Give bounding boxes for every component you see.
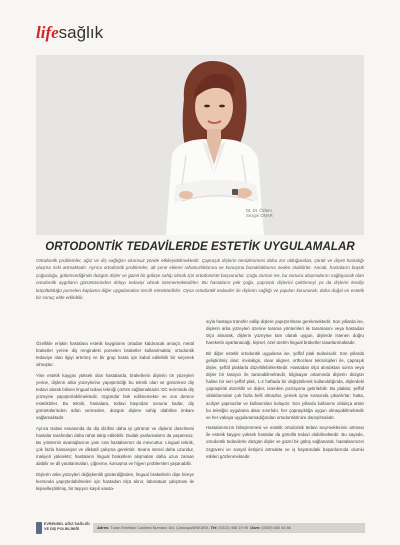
left-column [36,340,194,495]
paragraph: Ayrıca tedavi esnasında da diş dizilimi daha iyi görünür ve dişlerin düzelmesi hastalar tarafından daha rahat takip edilebilir. Dudak yanlamaların da yaşanmaz. Bu yöntemin avantajlarının yanı sıra hastalarımız da mevcuttur. Lingual teknik, çok fazla hassasiyet ve dikkatli çalışma gerektirir. Seans süresi daha uzundur, maliyeti yüksektir; hastaların lingual braketlere alışmaları daha uzun zaman alabilir ve dil yaralanmaları, çiğneme, konuşma ve hijyen problemleri yaşanabilir. [36,425,194,467]
paragraph: sıyla hastaya transfer edilip dişlere yapıştırılması gerekmektedir. Son yıllarda ise, dişlerin arka yüzeyleri üzerine tarama yöntemleri ile taramasını veya hastadan ölçü alınarak, dişlerin yüzeyine tam olarak uygun, dişlerde istenen doğru hareketin ayarlanacağı, kişisel, özel üretim lingual braketler tasarlanmaktadır. [206,319,364,346]
article-intro: Ortodontik problemler, ağız ve diş sağlığını olumsuz yönde etkileyebilmektedir. Çapraşık dişlerin temizlenmesi daha zor olduğundan, çürük ve dişeti hastalığı oluşma riski artmaktadır. Ayrıca ortodontik problemler, alt çene eklemi rahatsızlıklarına ve konuşma bozukluklarına neden olabilirler. Ancak, hastaların büyük çoğunluğu, gülümsediğinde düzgün dişler ve güzel bir gülüşe sahip olmak için ortodontiste başvururlar. Çoğu zaman ise, bu sonuca ulaşmalarını sağlayacak olan ortodontik aygıtların görüntüsünden dolayı tedaviyi olmak istememektedirler. Bu hastaların pek çoğu, çapraşık dişlerini çektirmeyi ya da dişlerin kesilip küçültüldüğü porselen kaplama diğer uygulamaları tercih etmektedirler. Oysa ortodontik tedaviler ile dişlerin sağlığı ve yapıları korunarak, daha doğal ve estetik bir sonuç elde edilebilir. [36,258,364,301]
clinic-name [44,522,94,532]
caption-line-2: Sezgin ONAR [246,213,273,219]
clinic-name-line-2: VE DİŞ POLİKLİNİĞİ [44,526,80,531]
brand-saglik: sağlık [58,23,104,42]
tel-label: Tel: [210,525,218,530]
paragraph: Yine estetik kaygısı yüksek olan hastalarda, braketlerin dişlerin ön yüzeyleri yerine, dişlerin arka yüzeylerine yapıştırıldığı bu teknik olan ve görünmez diş tedavi olarak bilinen lingual tedavi tekniği çözüm sağlamaktadır. DC teriminde diş yüzeyine yapıştırılabilmektedir, özgündür fark edilmemekte ve son derece estetiktirler. Bu teknik, hastalara, tedavi başından sonuna kadar, diş görüntülerinden ödün vermeden, düzgün dişlere sahip olabilme imkanı sağlamaktadır. [36,372,194,421]
right-column [206,318,364,463]
caption-line-1: Dt. Dt. Özlem [246,208,272,213]
paragraph: Dişlerin arka yüzeyleri değişkenlik gösterdiğinden, lingual braketlerin dişe bireye kısmında yapıştırılabilmeleri için hastadan ölçü alınır, laboratuar çalışması ile kişiselleştirilmiş, bir taşıyıcı kaşık vasıta- [36,471,194,491]
paragraph: Özellikle erişkin hastalara estetik kaygılarını ortadan kaldıracak amaçlı, metal braketler yerine diş rengindeki porselen braketler kullanılmakta; ortodontik tedaviye olan ilgiyi artırmış ve bir grup hasta için kabul edilebilir bir seçenek olmuştur. [36,341,194,368]
contact-bar [93,523,365,533]
brand-life: life [36,23,59,42]
address-value: Turan Emeksiz Caddesi Numara: 6/4, Çankaya/ANKARA [110,525,209,530]
paragraph: Bir diğer estetik ortodontik uygulama ise, şeffaf plak tedavisidir. Son yıllarda geliştirilmiş olan; invisalign, clear aligner, orthoclear teknolojileri ile, çapraşık dişler, şeffaf plaklarla düzeltilebilmektedir. Hastadan ölçü alındıktan sonra veya dişler bir tarayıcı ile taranabilmektedir, bilgisayar ortamında dişlerin düzgün haline bir seri şeffaf plak, 1-2 haftada bir değiştirilerek kullanıldığında, dişlerdeki çapraşıklık düzeltilir ve dişler, istenilen pozisyona getirilebilir. Bu plaklar, şeffaf olduklarından çok fazla belli olmazlar, yemek içme sırasında çıkarılırlar; hatta, aciliyet yapmazlar ve kullanımları kolaydır. Son yıllarda kullanımı oldukça artan bu tekniğin uygulama alanı sınırlıdır, her çapraşıklığa uygun olmayabilmektedir ve her vakaya uygulanamadığından ortodontistinize danışılmalıdır. [206,350,364,420]
article-title: ORTODONTİK TEDAVİLERDE ESTETİK UYGULAMALAR [45,241,355,253]
gsm-label: Gsm: [250,525,261,530]
gsm-value: (0530) 650 48 86 [261,525,291,530]
doctor-photo [36,55,364,235]
clinic-logo-icon [36,522,42,534]
footer [0,521,400,537]
address-label: Adres: [97,525,110,530]
paragraph: Hastalarımızın bilinçlenmesi ve estetik ortodontik tedavi seçeneklerinin artması ile estetik kaygısı yüksek hastalar da gönüllü tedavi olabilmektedir. Bu sayede, ortodontik tedavilerle düzgün dişler ve güzel bir gülüş sağlanarak, hastalarımızın özgüveni ve sosyal iletişimi artmakta ve iş hayatındaki başarılarında olumlu etkileri gözlenmektedir. [206,425,364,459]
photo-caption [246,208,296,219]
section-brand [36,24,103,41]
clinic-name-line-1: EVRENSEL AĞIZ SAĞLIĞI [44,522,90,526]
doctor-portrait-illustration [36,55,364,235]
tel-value: (0312) 466 19 95 [218,525,249,530]
